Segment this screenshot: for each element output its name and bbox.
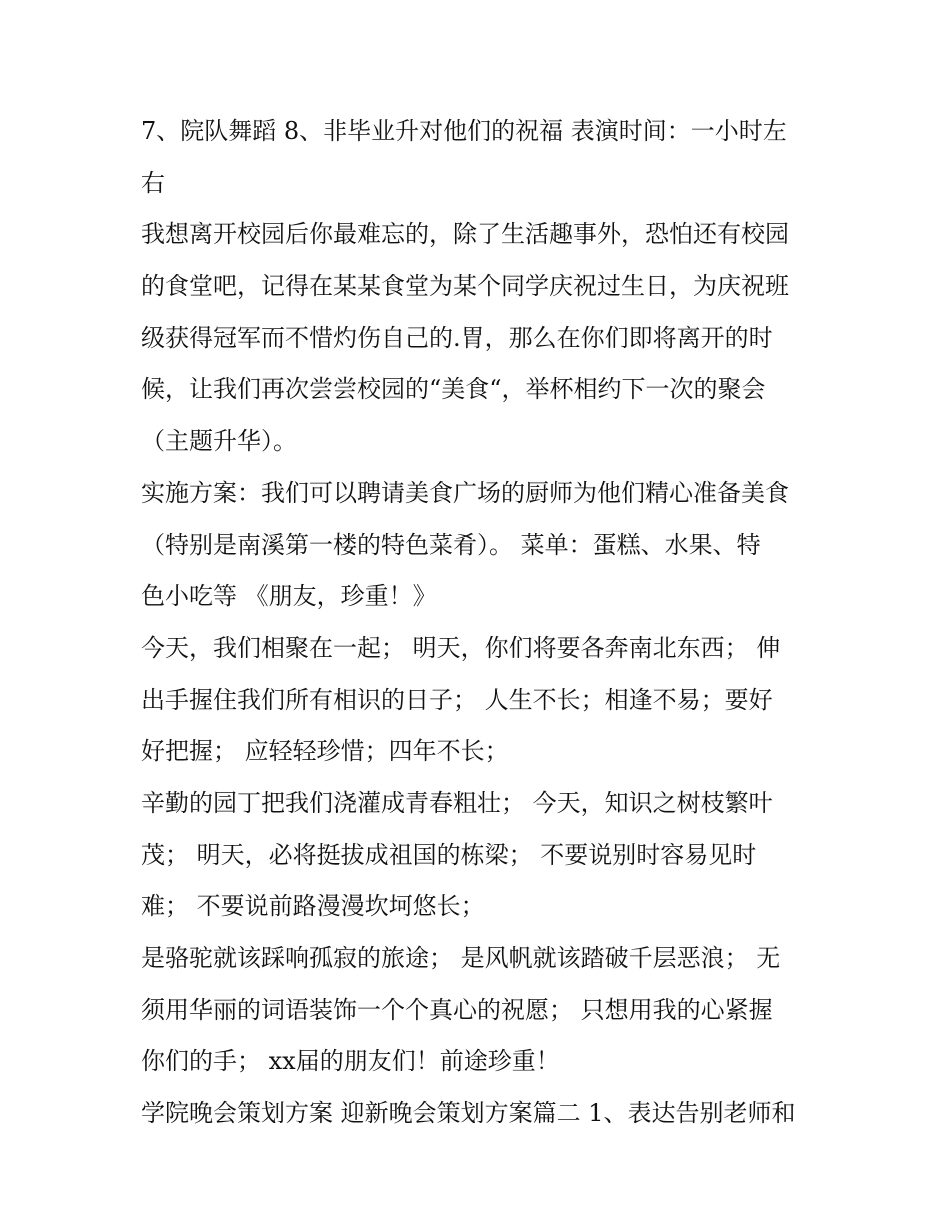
text-line: 好把握； 应轻轻珍惜；四年不长； <box>141 737 509 766</box>
text-line: 7、院队舞蹈 8、非毕业升对他们的祝福 表演时间：一小时左 <box>141 117 787 145</box>
text-line: 学院晚会策划方案 迎新晚会策划方案篇二 1、表达告别老师和 <box>141 1099 796 1128</box>
text-line: 色小吃等 《朋友，珍重！》 <box>141 582 437 611</box>
text-line: 须用华丽的词语装饰一个个真心的祝愿； 只想用我的心紧握 <box>141 995 773 1024</box>
text-line: 难； 不要说前路漫漫坎坷悠长； <box>141 892 485 921</box>
text-line: （主题升华）。 <box>141 427 297 456</box>
text-line: 出手握住我们所有相识的日子； 人生不长；相逢不易；要好 <box>141 685 773 714</box>
text-line: （特别是南溪第一楼的特色菜肴）。 菜单：蛋糕、水果、特 <box>141 530 761 559</box>
document-body <box>141 106 821 1140</box>
text-line: 实施方案：我们可以聘请美食广场的厨师为他们精心准备美食 <box>141 478 789 507</box>
text-line: 是骆驼就该踩响孤寂的旅途； 是风帆就该踏破千层恶浪； 无 <box>141 944 781 972</box>
text-line: 的食堂吧，记得在某某食堂为某个同学庆祝过生日，为庆祝班 <box>141 272 789 301</box>
text-line: 右 <box>141 168 165 197</box>
text-line: 级获得冠军而不惜灼伤自己的.胃，那么在你们即将离开的时 <box>141 323 773 352</box>
text-line: 辛勤的园丁把我们浇灌成青春粗壮； 今天，知识之树枝繁叶 <box>141 788 773 817</box>
text-line: 我想离开校园后你最难忘的，除了生活趣事外，恐怕还有校园 <box>141 220 789 249</box>
text-line: 候，让我们再次尝尝校园的“美食“，举杯相约下一次的聚会 <box>141 375 766 404</box>
text-line: 你们的手； xx届的朋友们！前途珍重！ <box>141 1047 560 1076</box>
text-line: 茂； 明天，必将挺拔成祖国的栋梁； 不要说别时容易见时 <box>141 840 757 869</box>
text-line: 今天，我们相聚在一起； 明天，你们将要各奔南北东西； 伸 <box>141 633 781 662</box>
